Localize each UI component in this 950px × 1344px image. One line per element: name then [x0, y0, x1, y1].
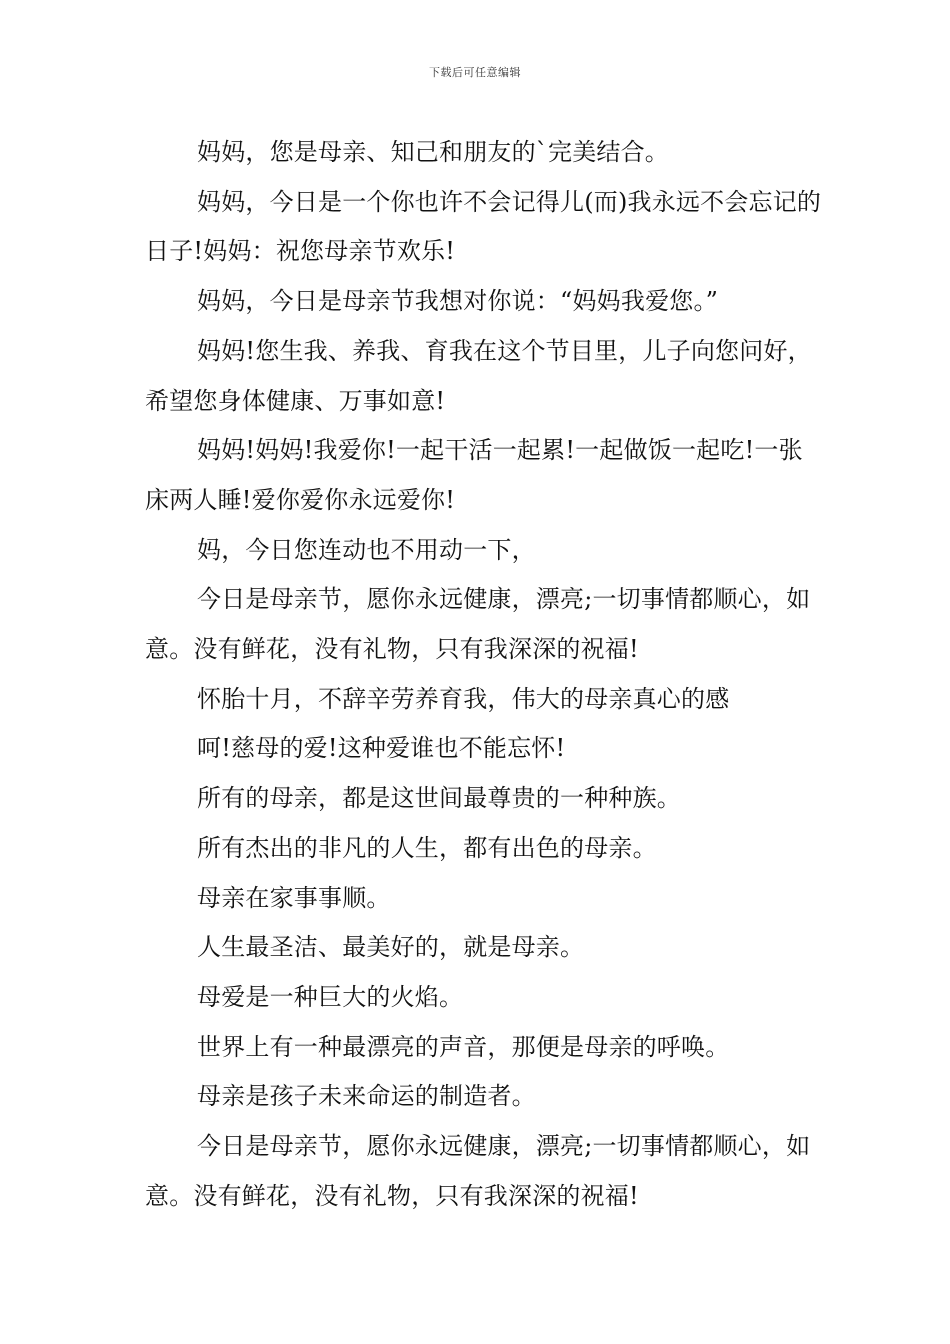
- paragraph: 世界上有一种最漂亮的声音，那便是母亲的呼唤。: [197, 1032, 730, 1061]
- paragraph: 所有杰出的非凡的人生，都有出色的母亲。: [197, 833, 657, 862]
- paragraph: 妈妈!妈妈!我爱你!一起干活一起累!一起做饭一起吃!一张床两人睡!爱你爱你永远爱你!: [145, 436, 803, 514]
- paragraph: 今日是母亲节，愿你永远健康，漂亮;一切事情都顺心，如意。没有鲜花，没有礼物，只有我深深的祝福!: [145, 585, 811, 664]
- paragraph: 妈妈，今日是母亲节我想对你说：“妈妈我爱您。”: [197, 287, 719, 316]
- paragraph: 妈妈，今日是一个你也许不会记得儿(而)我永远不会忘记的日子!妈妈：祝您母亲节欢乐!: [145, 187, 822, 266]
- paragraph: 母亲是孩子未来命运的制造者。: [197, 1082, 536, 1111]
- document-body: [145, 128, 825, 1221]
- paragraph: 妈，今日您连动也不用动一下，: [197, 535, 536, 564]
- paragraph: 今日是母亲节，愿你永远健康，漂亮;一切事情都顺心，如意。没有鲜花，没有礼物，只有我深深的祝福!: [145, 1132, 811, 1210]
- paragraph: 妈妈，您是母亲、知己和朋友的`完美结合。: [197, 138, 669, 166]
- paragraph: 妈妈!您生我、养我、育我在这个节目里，儿子向您问好，希望您身体健康、万事如意!: [145, 336, 812, 415]
- paragraph: 母爱是一种巨大的火焰。: [197, 982, 464, 1011]
- paragraph: 母亲在家事事顺。: [197, 883, 391, 912]
- paragraph: 人生最圣洁、最美好的，就是母亲。: [197, 933, 585, 962]
- paragraph: 呵!慈母的爱!这种爱谁也不能忘怀!: [197, 734, 566, 763]
- paragraph: 怀胎十月，不辞辛劳养育我，伟大的母亲真心的感: [197, 684, 730, 713]
- page-header: 下载后可任意编辑: [429, 66, 521, 79]
- paragraph: 所有的母亲，都是这世间最尊贵的一种种族。: [197, 784, 681, 813]
